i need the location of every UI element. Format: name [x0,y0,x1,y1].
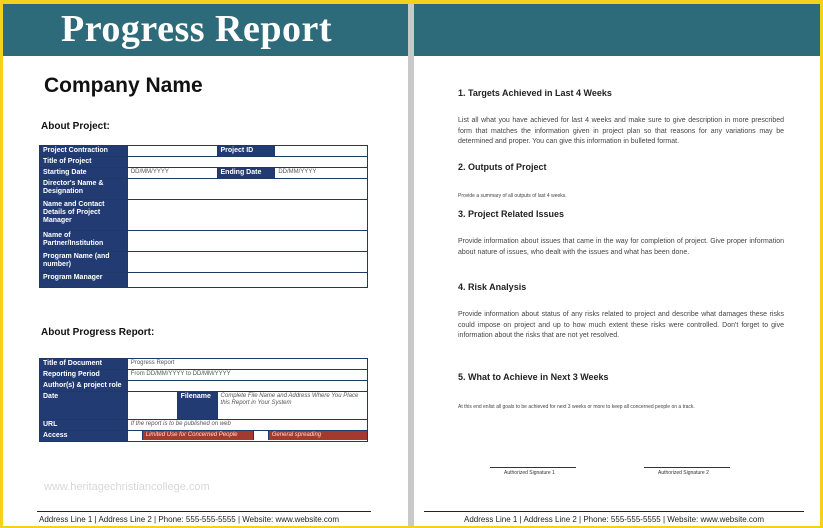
signature-line-2[interactable] [644,467,730,468]
title-of-project-field[interactable] [127,157,367,168]
footer-address: Address Line 1 | Address Line 2 | Phone: 555-555-5555 | Website: www.website.com [464,515,765,524]
row-label: Filename [177,392,217,420]
section-heading: 5. What to Achieve in Next 3 Weeks [458,372,609,382]
access-option-limited[interactable]: Limited Use for Concerned People [142,431,253,440]
project-manager-field[interactable] [127,200,367,231]
watermark-text: www.heritagechristiancollege.com [44,481,210,493]
table-row [40,381,368,392]
row-label: Program Manager [40,273,128,288]
table-row [40,231,368,252]
access-limited-checkbox[interactable] [128,431,143,440]
table-row [40,392,368,420]
table-row [40,146,368,157]
right-page [414,4,820,526]
program-manager-field[interactable] [127,273,367,288]
table-row [40,200,368,231]
section-body[interactable]: Provide a summary of all outputs of last 4 weeks. [458,193,567,199]
signature-line-1[interactable] [490,467,576,468]
table-row [40,420,368,431]
title-banner [3,4,408,56]
section-heading: 4. Risk Analysis [458,282,527,292]
about-project-table [39,145,368,288]
row-label: Starting Date [40,168,128,179]
access-options [127,431,367,442]
row-label: URL [40,420,128,431]
signature-label-2: Authorized Signature 2 [658,470,709,476]
director-field[interactable] [127,179,367,200]
footer-divider [424,511,804,512]
date-field[interactable] [127,392,177,420]
document-title-field[interactable]: Progress Report [127,359,367,370]
right-banner [414,4,820,56]
row-label: Date [40,392,128,420]
table-row [40,157,368,168]
table-row [40,179,368,200]
access-option-general[interactable]: General spreading [268,431,367,440]
table-row [40,273,368,288]
section-body[interactable]: Provide information about issues that came in the way for completion of project. Give proper information about nature of issues, who dealt with the issues and what has been done. [458,238,784,256]
table-row [40,359,368,370]
table-row [40,431,368,442]
section-body[interactable]: Provide information about status of any risks related to project and describe what damages these risks could impose on project and up to how much extent these risks were controlled. Don't forget to give information about the risks that are not yet resolved. [458,311,784,339]
row-label: Title of Project [40,157,128,168]
row-label: Name and Contact Details of Project Manager [40,200,128,231]
access-general-checkbox[interactable] [253,431,268,440]
row-label: Name of Partner/Institution [40,231,128,252]
ending-date-field[interactable]: DD/MM/YYYY [275,168,368,179]
authors-field[interactable] [127,381,367,392]
project-id-field[interactable] [275,146,368,157]
section-heading: 3. Project Related Issues [458,209,565,219]
row-label: Reporting Period [40,370,128,381]
program-name-field[interactable] [127,252,367,273]
footer-address: Address Line 1 | Address Line 2 | Phone: 555-555-5555 | Website: www.website.com [39,515,340,524]
about-project-heading: About Project: [41,121,110,132]
company-name[interactable]: Company Name [44,74,203,97]
banner-title: Progress Report [61,8,332,50]
table-row [40,168,368,179]
row-label: Project Contraction [40,146,128,157]
about-progress-heading: About Progress Report: [41,327,155,338]
row-label: Program Name (and number) [40,252,128,273]
row-label: Title of Document [40,359,128,370]
section-heading: 1. Targets Achieved in Last 4 Weeks [458,88,612,98]
project-contraction-field[interactable] [127,146,217,157]
row-label: Ending Date [217,168,275,179]
table-row [40,252,368,273]
row-label: Director's Name & Designation [40,179,128,200]
row-label: Project ID [217,146,275,157]
signature-label-1: Authorized Signature 1 [504,470,555,476]
section-body[interactable]: List all what you have achieved for last 4 weeks and make sure to give description in more prescribed form that matches the information given in project plan so that reasons for any variations may be determined and proper. You can give this information in bulleted format. [458,117,784,145]
partner-field[interactable] [127,231,367,252]
reporting-period-field[interactable]: From DD/MM/YYYY to DD/MM/YYYY [127,370,367,381]
section-body[interactable]: At this end enlist all goals to be achieved for next 3 weeks or more to keep all concerned people on a track. [458,404,695,410]
footer-divider [37,511,371,512]
url-field[interactable]: If the report is to be published on web [127,420,367,431]
row-label: Author(s) & project role [40,381,128,392]
row-label: Access [40,431,128,442]
table-row [40,370,368,381]
starting-date-field[interactable]: DD/MM/YYYY [127,168,217,179]
left-page [3,4,408,526]
section-heading: 2. Outputs of Project [458,162,547,172]
about-progress-table [39,358,368,442]
filename-field[interactable]: Complete File Name and Address Where You Place this Report in Your System [217,392,367,420]
